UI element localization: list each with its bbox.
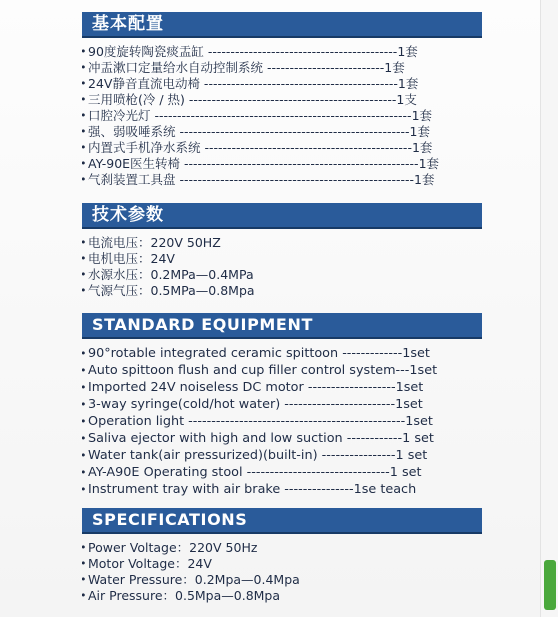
list-item: • 冲盂漱口定量给水自动控制系统 --------------------------1套 — [82, 60, 482, 76]
tech-params-section — [82, 203, 482, 299]
list-item: • 口腔冷光灯 ---------------------------------------------------------1套 — [82, 108, 482, 124]
list-item: • AY-90E医生转椅 ----------------------------------------------------1套 — [82, 156, 482, 172]
list-item: • Auto spittoon flush and cup filler control system---1set — [82, 362, 482, 379]
list-item: • 气刹装置工具盘 ----------------------------------------------------1套 — [82, 172, 482, 188]
list-item: • Imported 24V noiseless DC motor -------------------1set — [82, 379, 482, 396]
list-item: • 90度旋转陶瓷痰盂缸 ------------------------------------------1套 — [82, 44, 482, 60]
list-item: • Motor Voltage：24V — [82, 556, 482, 572]
basic-config-header: 基本配置 — [82, 12, 482, 38]
basic-config-section — [82, 12, 482, 188]
list-item: • Power Voltage：220V 50Hz — [82, 540, 482, 556]
list-item: • 水源水压：0.2MPa—0.4MPa — [82, 267, 482, 283]
list-item: • Operation light -----------------------------------------------1set — [82, 413, 482, 430]
list-item: • Saliva ejector with high and low suction ------------1 set — [82, 430, 482, 447]
tech-params-header: 技术参数 — [82, 203, 482, 229]
list-item: • 气源气压：0.5MPa—0.8Mpa — [82, 283, 482, 299]
specifications-list — [82, 540, 482, 604]
standard-equipment-list — [82, 345, 482, 498]
standard-equipment-section — [82, 313, 482, 498]
standard-equipment-header: STANDARD EQUIPMENT — [82, 313, 482, 339]
list-item: • 电流电压：220V 50HZ — [82, 235, 482, 251]
basic-config-list — [82, 44, 482, 188]
list-item: • AY-A90E Operating stool -------------------------------1 set — [82, 464, 482, 481]
list-item: • Water tank(air pressurized)(built-in) ----------------1 set — [82, 447, 482, 464]
green-accent-edge — [544, 560, 556, 610]
list-item: • Air Pressure：0.5Mpa—0.8Mpa — [82, 588, 482, 604]
list-item: • 90°rotable integrated ceramic spittoon -------------1set — [82, 345, 482, 362]
list-item: • 三用喷枪(冷 / 热) ----------------------------------------------1支 — [82, 92, 482, 108]
list-item: • 电机电压：24V — [82, 251, 482, 267]
list-item: • 强、弱吸唾系统 ---------------------------------------------------1套 — [82, 124, 482, 140]
list-item: • Instrument tray with air brake ---------------1se teach — [82, 481, 482, 498]
specifications-section — [82, 508, 482, 604]
list-item: • 3-way syringe(cold/hot water) ------------------------1set — [82, 396, 482, 413]
list-item: • Water Pressure：0.2Mpa—0.4Mpa — [82, 572, 482, 588]
list-item: • 24V静音直流电动椅 -------------------------------------------1套 — [82, 76, 482, 92]
list-item: • 内置式手机净水系统 ----------------------------------------------1套 — [82, 140, 482, 156]
tech-params-list — [82, 235, 482, 299]
specifications-header: SPECIFICATIONS — [82, 508, 482, 534]
